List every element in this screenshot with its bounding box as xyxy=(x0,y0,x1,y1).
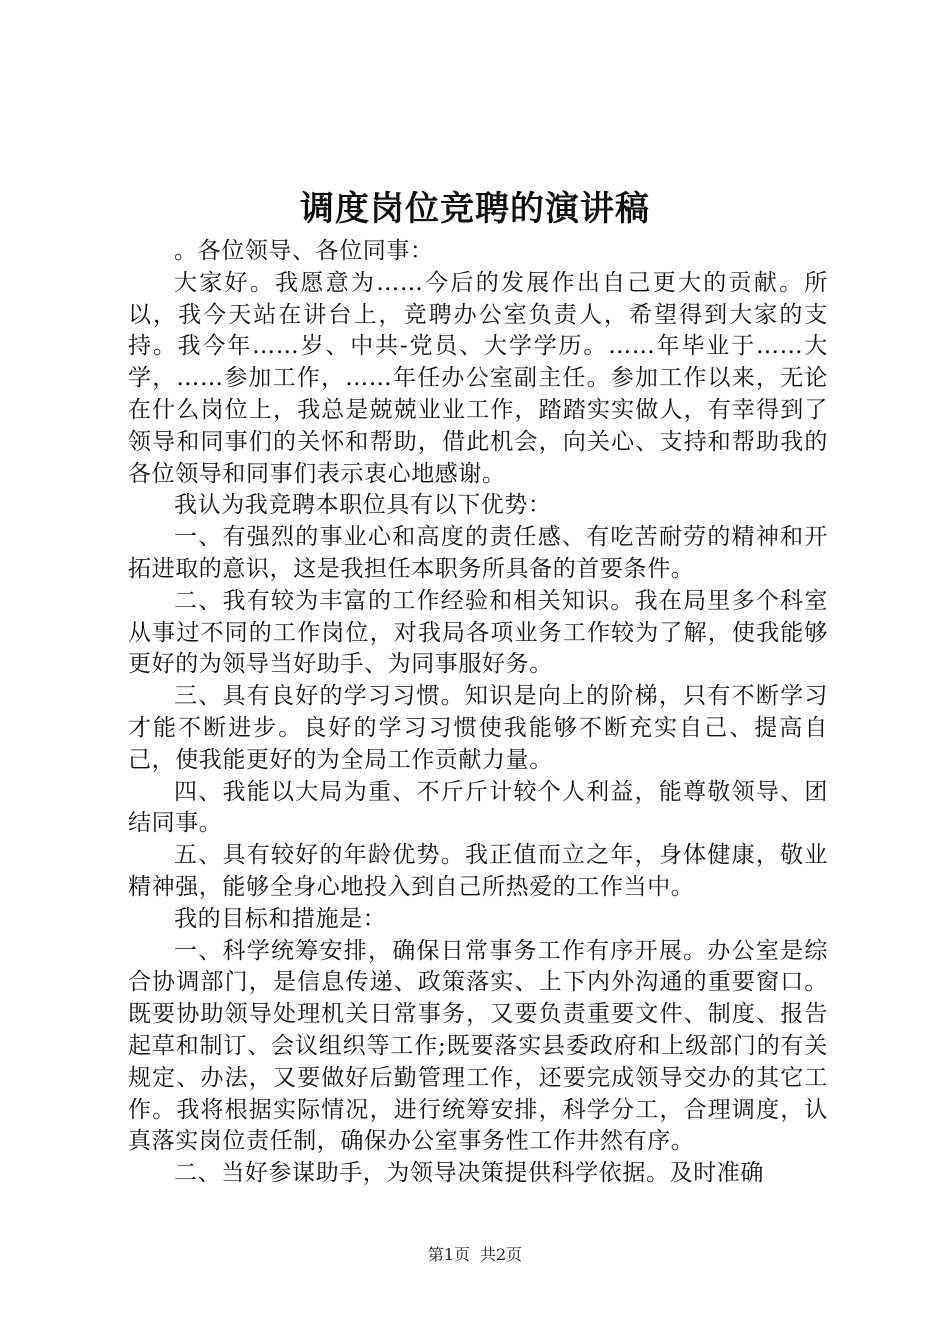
body-paragraph: 三、具有良好的学习习惯。知识是向上的阶梯，只有不断学习才能不断进步。良好的学习习惯使我能够不断充实自己、提高自己，使我能更好的为全局工作贡献力量。 xyxy=(128,683,828,773)
body-paragraph: 一、有强烈的事业心和高度的责任感、有吃苦耐劳的精神和开拓进取的意识，这是我担任本职务所具备的首要条件。 xyxy=(128,524,828,582)
page-total: 共2页 xyxy=(480,1245,523,1264)
body-paragraph: 二、我有较为丰富的工作经验和相关知识。我在局里多个科室从事过不同的工作岗位，对我局各项业务工作较为了解，使我能够更好的为领导当好助手、为同事服好务。 xyxy=(128,587,828,678)
body-paragraph: 二、当好参谋助手，为领导决策提供科学依据。及时准确 xyxy=(174,1160,764,1187)
salutation-paragraph: 。各位领导、各位同事： xyxy=(174,238,434,264)
body-paragraph: 我的目标和措施是： xyxy=(174,905,387,932)
document-body xyxy=(128,236,828,1190)
document-title: 调度岗位竞聘的演讲稿 xyxy=(300,189,650,229)
body-paragraph: 我认为我竞聘本职位具有以下优势： xyxy=(174,492,552,519)
body-paragraph: 大家好。我愿意为……今后的发展作出自己更大的贡献。所以，我今天站在讲台上，竞聘办公室负责人，希望得到大家的支持。我今年……岁、中共-党员、大学学历。……年毕业于……大学，……参加工作，……年任办公室副主任。参加工作以来，无论在什么岗位上，我总是兢兢业业工作，踏踏实实做人，有幸得到了领导和同事们的关怀和帮助，借此机会，向关心、支持和帮助我的各位领导和同事们表示衷心地感谢。 xyxy=(128,269,828,487)
body-paragraph: 五、具有较好的年龄优势。我正值而立之年，身体健康，敬业精神强，能够全身心地投入到自己所热爱的工作当中。 xyxy=(128,842,828,900)
page-number: 第1页 xyxy=(427,1245,470,1264)
page-footer xyxy=(0,1244,950,1266)
body-paragraph: 四、我能以大局为重、不斤斤计较个人利益，能尊敬领导、团结同事。 xyxy=(128,778,828,837)
body-paragraph: 一、科学统筹安排，确保日常事务工作有序开展。办公室是综合协调部门，是信息传递、政策落实、上下内外沟通的重要窗口。既要协助领导处理机关日常事务，又要负责重要文件、制度、报告起草和制订、会议组织等工作;既要落实县委政府和上级部门的有关规定、办法，又要做好后勤管理工作，还要完成领导交办的其它工作。我将根据实际情况，进行统筹安排，科学分工，合理调度，认真落实岗位责任制，确保办公室事务性工作井然有序。 xyxy=(128,937,828,1155)
